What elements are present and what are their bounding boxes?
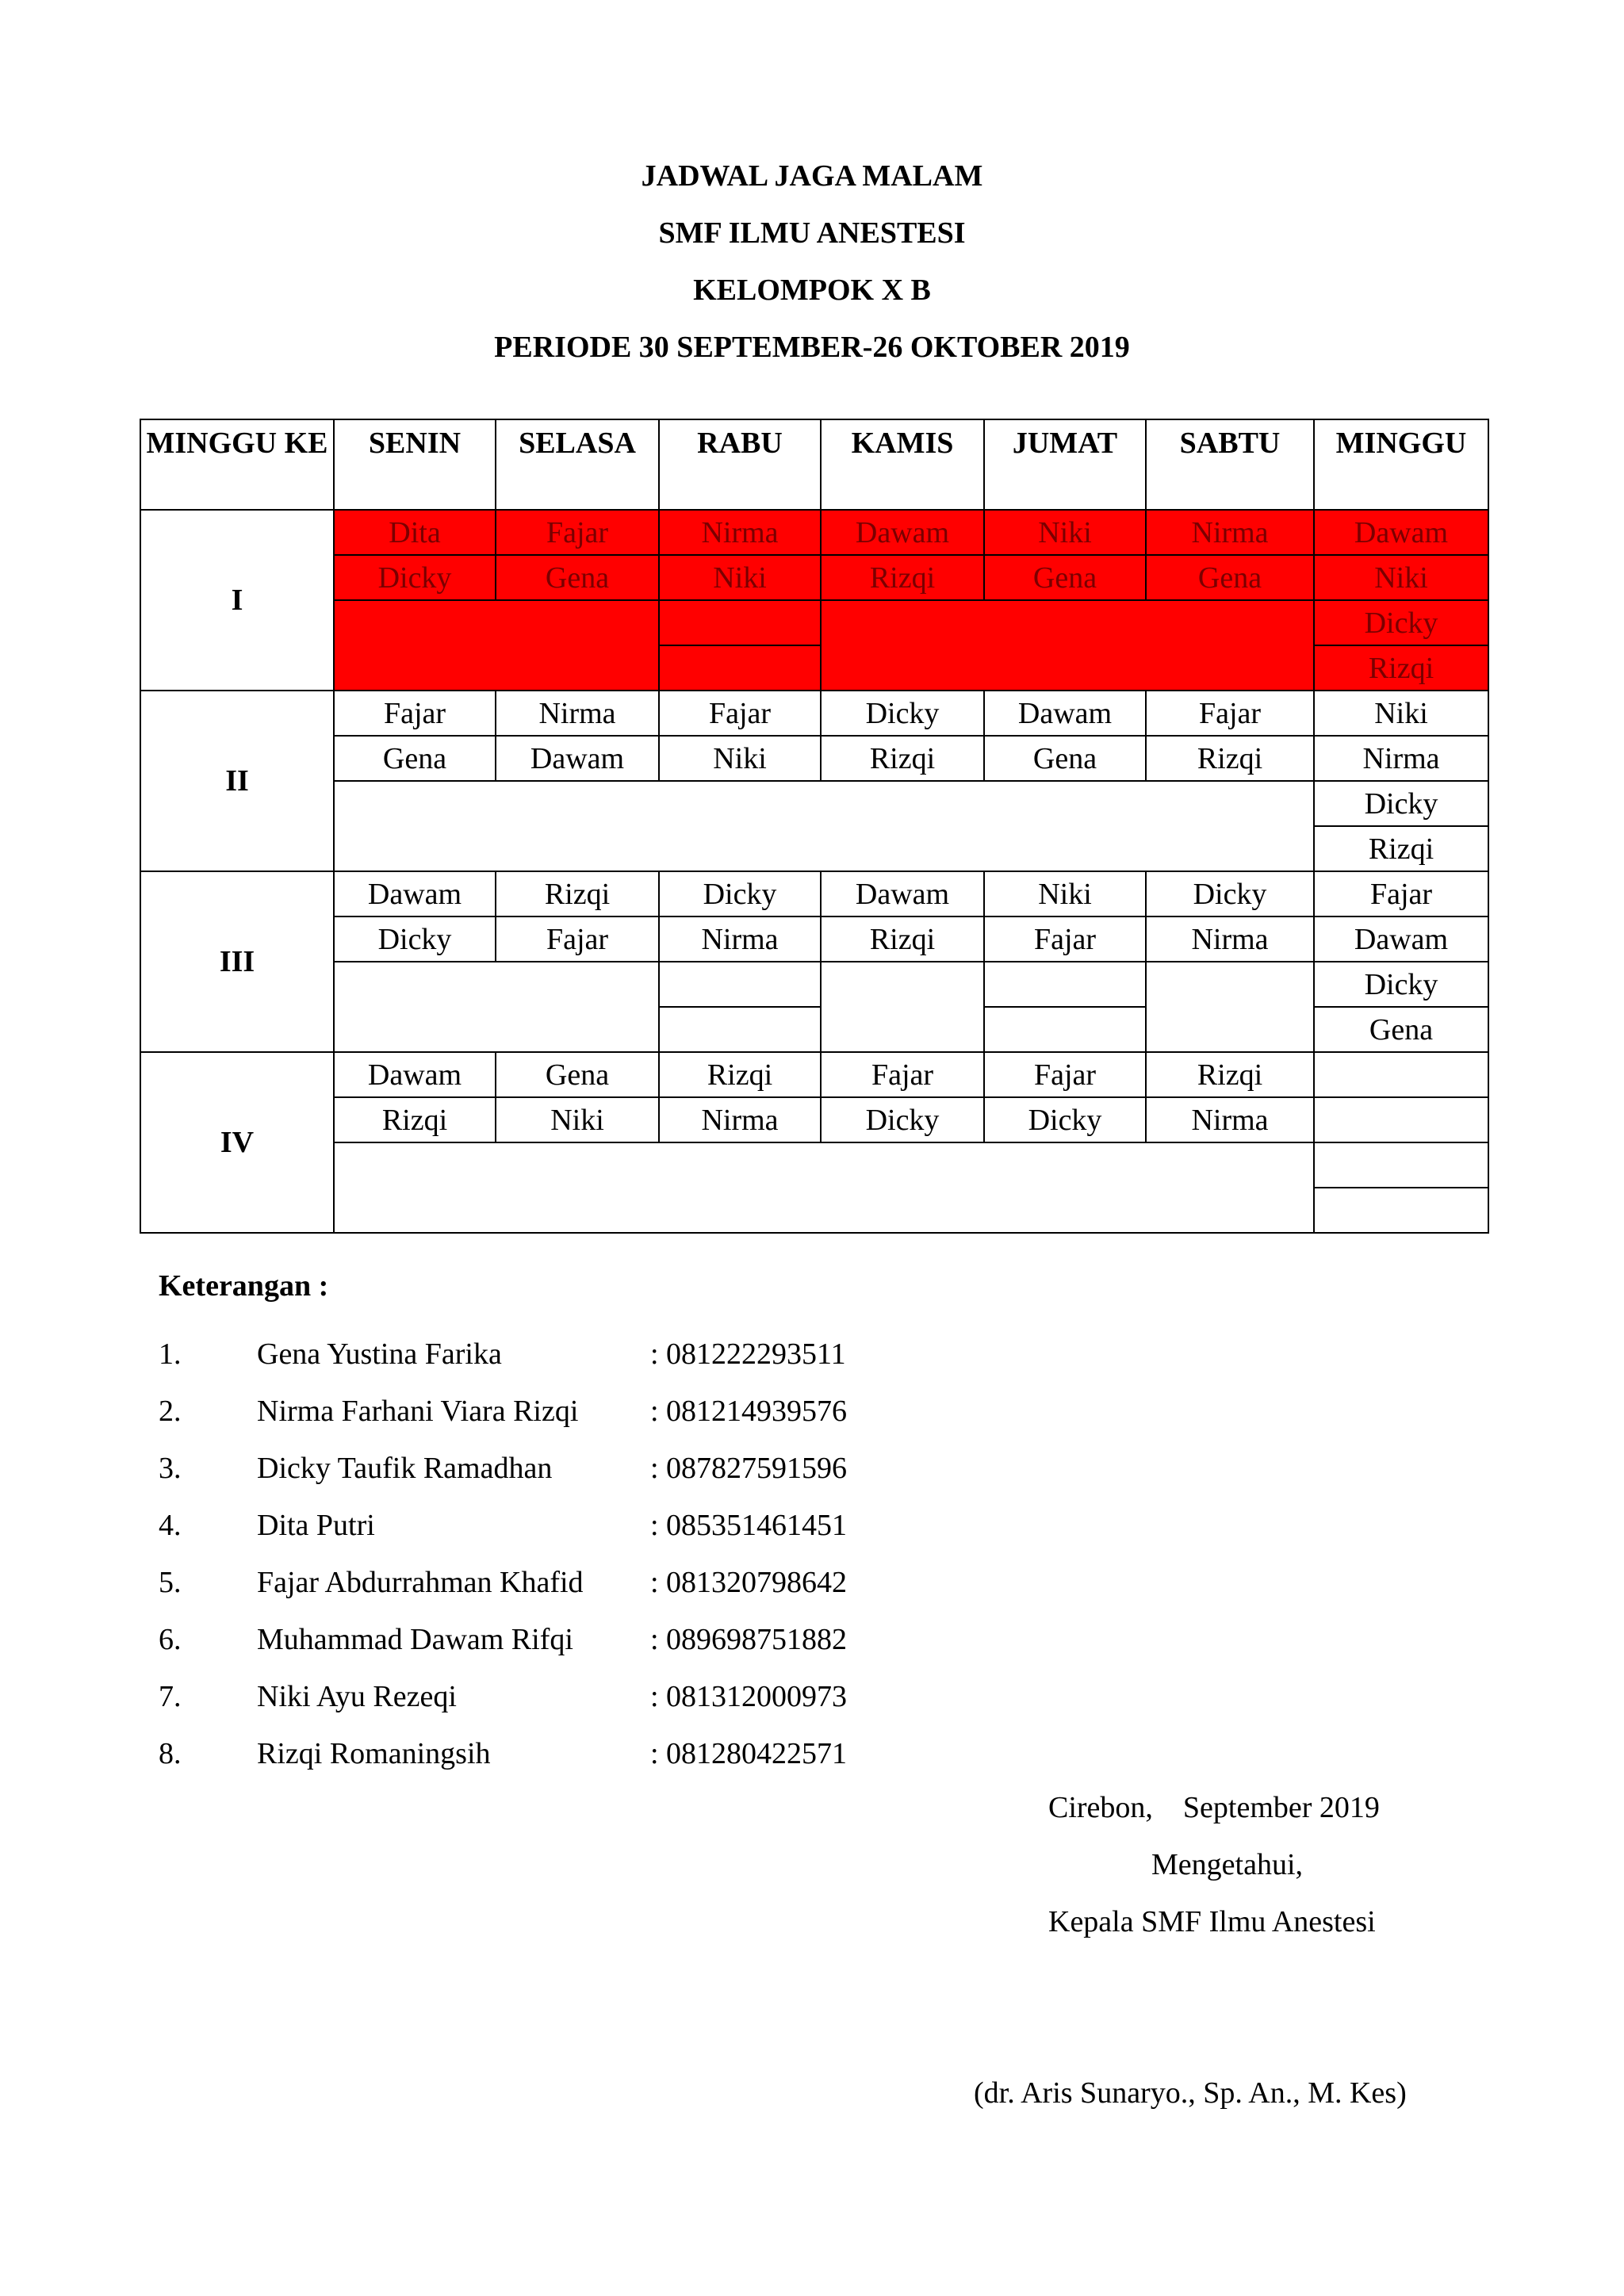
empty-cell xyxy=(659,645,821,691)
table-cell: Gena xyxy=(496,555,659,600)
table-row xyxy=(140,962,1488,1007)
title-line-1: JADWAL JAGA MALAM xyxy=(641,159,983,193)
notes-title: Keterangan : xyxy=(159,1269,329,1303)
table-cell xyxy=(1314,1188,1488,1233)
header-sabtu: SABTU xyxy=(1146,419,1314,510)
table-cell: Niki xyxy=(984,871,1146,916)
contact-phone: : 087827591596 xyxy=(650,1452,848,1485)
table-cell: Dawam xyxy=(821,871,984,916)
table-cell: Fajar xyxy=(496,510,659,555)
table-cell: Fajar xyxy=(1314,871,1488,916)
list-item xyxy=(159,1611,952,1668)
table-cell: Fajar xyxy=(496,916,659,962)
header-jumat: JUMAT xyxy=(984,419,1146,510)
table-cell: Nirma xyxy=(1314,736,1488,781)
signature-known: Mengetahui, xyxy=(1151,1848,1304,1881)
week-label: III xyxy=(140,871,334,1052)
table-row xyxy=(140,555,1488,600)
table-cell: Gena xyxy=(334,736,496,781)
empty-cell xyxy=(659,962,821,1007)
table-cell: Niki xyxy=(984,510,1146,555)
empty-cell xyxy=(334,1142,1314,1233)
table-cell: Dicky xyxy=(334,916,496,962)
table-cell: Dicky xyxy=(821,1097,984,1142)
contact-phone: : 089698751882 xyxy=(650,1623,848,1656)
empty-cell xyxy=(334,600,659,691)
contact-name: Dicky Taufik Ramadhan xyxy=(257,1452,553,1485)
signature-place-date: Cirebon, September 2019 xyxy=(1048,1791,1380,1824)
week-label: II xyxy=(140,691,334,871)
week-label: I xyxy=(140,510,334,691)
table-cell: Dicky xyxy=(659,871,821,916)
table-cell: Dawam xyxy=(334,1052,496,1097)
table-row xyxy=(140,1052,1488,1097)
list-item xyxy=(159,1440,952,1497)
table-cell: Nirma xyxy=(659,916,821,962)
table-cell: Rizqi xyxy=(1314,645,1488,691)
table-cell: Rizqi xyxy=(1146,1052,1314,1097)
table-cell: Nirma xyxy=(659,510,821,555)
table-cell: Dawam xyxy=(496,736,659,781)
table-cell: Fajar xyxy=(984,916,1146,962)
header-minggu: MINGGU xyxy=(1314,419,1488,510)
contact-number: 3. xyxy=(159,1452,182,1485)
contact-name: Gena Yustina Farika xyxy=(257,1337,502,1371)
table-cell: Fajar xyxy=(1146,691,1314,736)
table-cell: Gena xyxy=(1314,1007,1488,1052)
signature-role: Kepala SMF Ilmu Anestesi xyxy=(1048,1905,1376,1938)
table-cell: Dicky xyxy=(1146,871,1314,916)
table-row xyxy=(140,691,1488,736)
contact-name: Dita Putri xyxy=(257,1509,375,1542)
table-row xyxy=(140,871,1488,916)
table-cell: Gena xyxy=(496,1052,659,1097)
table-cell: Nirma xyxy=(496,691,659,736)
table-cell: Gena xyxy=(984,736,1146,781)
table-cell: Dicky xyxy=(984,1097,1146,1142)
header-row xyxy=(140,419,1488,510)
table-cell xyxy=(1314,1097,1488,1142)
table-cell: Dawam xyxy=(821,510,984,555)
header-selasa: SELASA xyxy=(496,419,659,510)
empty-cell xyxy=(821,600,1314,691)
list-item xyxy=(159,1725,952,1782)
table-cell: Rizqi xyxy=(659,1052,821,1097)
contact-number: 1. xyxy=(159,1337,182,1371)
contact-name: Fajar Abdurrahman Khafid xyxy=(257,1566,584,1599)
list-item xyxy=(159,1554,952,1611)
contact-phone: : 081214939576 xyxy=(650,1395,848,1428)
header-rabu: RABU xyxy=(659,419,821,510)
table-cell: Dita xyxy=(334,510,496,555)
contact-name: Rizqi Romaningsih xyxy=(257,1737,491,1770)
table-cell: Dicky xyxy=(1314,962,1488,1007)
contact-phone: : 081280422571 xyxy=(650,1737,848,1770)
contact-phone: : 081320798642 xyxy=(650,1566,848,1599)
table-cell: Rizqi xyxy=(496,871,659,916)
document-header xyxy=(0,151,1624,379)
contact-name: Niki Ayu Rezeqi xyxy=(257,1680,457,1713)
table-cell: Fajar xyxy=(659,691,821,736)
table-row xyxy=(140,916,1488,962)
table-row xyxy=(140,510,1488,555)
empty-cell xyxy=(659,600,821,645)
empty-cell xyxy=(334,781,1314,871)
title-line-4: PERIODE 30 SEPTEMBER-26 OKTOBER 2019 xyxy=(494,331,1130,364)
table-cell: Dicky xyxy=(334,555,496,600)
contact-name: Nirma Farhani Viara Rizqi xyxy=(257,1395,579,1428)
table-cell: Niki xyxy=(1314,691,1488,736)
header-minggu-ke: MINGGU KE xyxy=(140,419,334,510)
list-item xyxy=(159,1497,952,1554)
table-cell: Rizqi xyxy=(334,1097,496,1142)
table-cell: Nirma xyxy=(1146,1097,1314,1142)
table-cell: Niki xyxy=(1314,555,1488,600)
table-cell: Niki xyxy=(659,736,821,781)
signature-name: (dr. Aris Sunaryo., Sp. An., M. Kes) xyxy=(974,2076,1407,2110)
table-cell: Rizqi xyxy=(1146,736,1314,781)
table-cell: Niki xyxy=(496,1097,659,1142)
table-cell: Rizqi xyxy=(821,736,984,781)
table-cell: Dicky xyxy=(1314,600,1488,645)
contact-list xyxy=(159,1326,952,1782)
contact-number: 5. xyxy=(159,1566,182,1599)
contact-number: 6. xyxy=(159,1623,182,1656)
contact-name: Muhammad Dawam Rifqi xyxy=(257,1623,573,1656)
table-cell: Dicky xyxy=(821,691,984,736)
table-cell: Nirma xyxy=(659,1097,821,1142)
table-cell xyxy=(1314,1052,1488,1097)
contact-number: 2. xyxy=(159,1395,182,1428)
empty-cell xyxy=(984,962,1146,1007)
title-line-3: KELOMPOK X B xyxy=(693,274,931,307)
table-cell: Dawam xyxy=(1314,510,1488,555)
table-cell: Gena xyxy=(1146,555,1314,600)
contact-number: 7. xyxy=(159,1680,182,1713)
contact-phone: : 081222293511 xyxy=(650,1337,846,1371)
empty-cell xyxy=(821,962,984,1052)
table-row xyxy=(140,736,1488,781)
contact-phone: : 081312000973 xyxy=(650,1680,848,1713)
empty-cell xyxy=(659,1007,821,1052)
empty-cell xyxy=(1146,962,1314,1052)
list-item xyxy=(159,1326,952,1383)
header-kamis: KAMIS xyxy=(821,419,984,510)
table-cell: Fajar xyxy=(821,1052,984,1097)
contact-number: 4. xyxy=(159,1509,182,1542)
table-cell: Rizqi xyxy=(821,555,984,600)
table-cell: Rizqi xyxy=(821,916,984,962)
schedule-table xyxy=(140,419,1489,1234)
table-cell: Gena xyxy=(984,555,1146,600)
table-row xyxy=(140,1142,1488,1188)
table-cell: Dicky xyxy=(1314,781,1488,826)
table-cell: Dawam xyxy=(1314,916,1488,962)
table-cell: Fajar xyxy=(984,1052,1146,1097)
table-cell: Niki xyxy=(659,555,821,600)
table-row xyxy=(140,600,1488,645)
table-cell: Nirma xyxy=(1146,510,1314,555)
title-line-2: SMF ILMU ANESTESI xyxy=(658,216,966,250)
list-item xyxy=(159,1383,952,1440)
empty-cell xyxy=(984,1007,1146,1052)
contact-phone: : 085351461451 xyxy=(650,1509,848,1542)
table-cell: Fajar xyxy=(334,691,496,736)
header-senin: SENIN xyxy=(334,419,496,510)
table-cell: Nirma xyxy=(1146,916,1314,962)
empty-cell xyxy=(334,962,659,1052)
table-cell: Dawam xyxy=(984,691,1146,736)
table-row xyxy=(140,1097,1488,1142)
week-label: IV xyxy=(140,1052,334,1233)
table-cell: Dawam xyxy=(334,871,496,916)
table-row xyxy=(140,781,1488,826)
contact-number: 8. xyxy=(159,1737,182,1770)
list-item xyxy=(159,1668,952,1725)
table-cell: Rizqi xyxy=(1314,826,1488,871)
table-cell xyxy=(1314,1142,1488,1188)
